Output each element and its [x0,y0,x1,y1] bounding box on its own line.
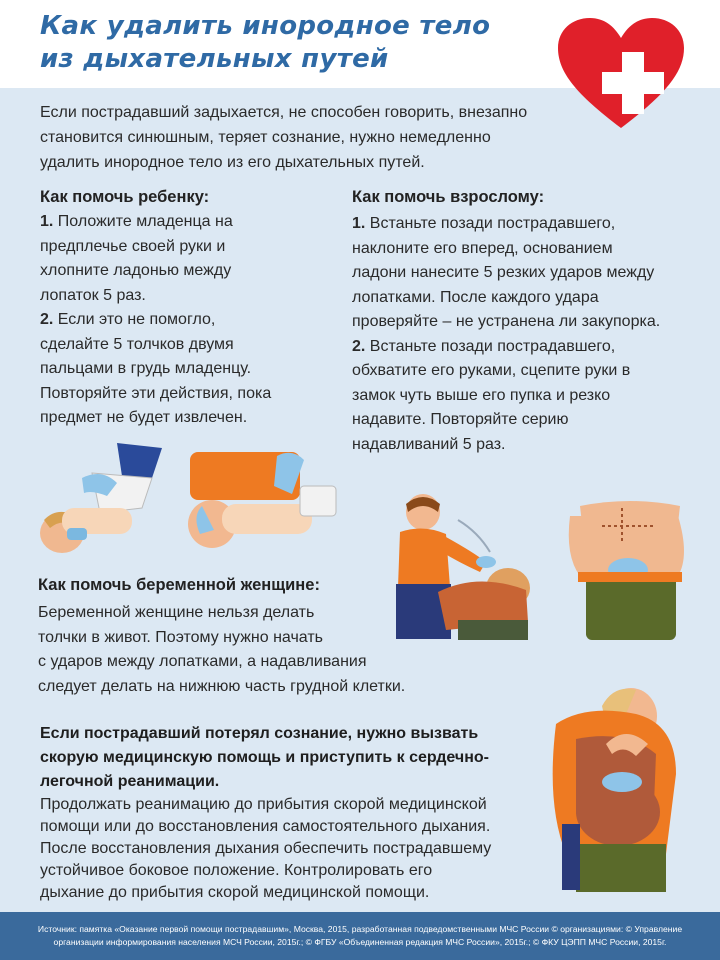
child-step1-line: хлопните ладонью между [40,262,232,279]
adult-step1-line: наклоните его вперед, основанием [352,239,613,257]
child-step1-line: Положите младенца на [57,213,233,230]
adult-step2-line: замок чуть выше его пупка и резко [352,386,611,404]
child-step2-line: Если это не помогло, [57,311,216,328]
title-line-1: Как удалить инородное тело [40,11,491,41]
unconscious-line: устойчивое боковое положение. Контролировать его [40,862,433,879]
child-steps [40,210,340,431]
source-footer [0,912,720,960]
child-step1-line: лопаток 5 раз. [40,286,146,304]
footer-line: Источник: памятка «Оказание первой помощи пострадавшим», Москва, 2015, разработанная подведомственными МЧС России © организациями: © Управление [37,924,683,934]
pregnant-line: с ударов между лопатками, а надавливания [38,653,367,670]
child-step1-line: предплечье своей руки и [40,237,226,255]
adult-step2-line: обхватите его руками, сцепите руки в [352,362,631,379]
infant-chest-thrusts-illustration [182,446,342,556]
intro-line: Если пострадавший задыхается, не способен говорить, внезапно [40,104,528,121]
adult-abdominal-thrusts-illustration [560,496,700,642]
unconscious-bold-line: Если пострадавший потерял сознание, нужно вызвать [40,725,479,742]
unconscious-warning [40,722,540,794]
adult-step1-line: проверяйте – не устранена ли закупорка. [352,313,661,330]
unconscious-line: После восстановления дыхания обеспечить пострадавшему [40,840,492,857]
unconscious-text [40,794,540,904]
heart-cross-icon [556,16,686,132]
pregnant-text [38,601,458,699]
pregnant-heading: Как помочь беременной женщине: [38,576,320,594]
intro-text [40,100,570,175]
adult-step1-line: Встаньте позади пострадавшего, [369,215,616,232]
child-step2-num: 2. [40,311,54,328]
title-line-2: из дыхательных путей [40,44,389,74]
child-step2-line: предмет не будет извлечен. [40,409,248,426]
page-title [40,10,490,76]
pregnant-chest-thrusts-illustration [536,684,686,894]
adult-step2-num: 2. [352,337,366,355]
pregnant-line: следует делать на нижнюю часть грудной клетки. [38,677,406,695]
adult-step1-num: 1. [352,215,366,232]
adult-heading: Как помочь взрослому: [352,188,545,206]
footer-line: организации информирования населения МСЧ России, 2015г.; © ФГБУ «Объединенная редакция МЧС России», 2015г.; © ФКУ ЦЭПП МЧС России, 2015г. [53,937,667,947]
child-step2-line: Повторяйте эти действия, пока [40,384,272,402]
unconscious-line: Продолжать реанимацию до прибытия скорой медицинской [40,796,487,813]
pregnant-line: Беременной женщине нельзя делать [38,604,315,621]
unconscious-line: дыхание до прибытия скорой медицинской помощи. [40,884,430,901]
adult-step1-line: ладони нанесите 5 резких ударов между [352,264,655,281]
adult-step1-line: лопатками. После каждого удара [352,288,599,306]
adult-steps [352,212,712,457]
intro-line: становится синюшным, теряет сознание, нужно немедленно [40,129,491,146]
adult-step2-line: надавите. Повторяйте серию [352,411,569,428]
unconscious-bold-line: скорую медицинскую помощь и приступить к сердечно- [40,749,489,766]
adult-step2-line: надавливаний 5 раз. [352,435,506,453]
child-step2-line: сделайте 5 толчков двумя [40,335,234,353]
intro-line: удалить инородное тело из его дыхательных путей. [40,154,425,171]
unconscious-line: помощи или до восстановления самостоятельного дыхания. [40,818,491,835]
unconscious-bold-line: легочной реанимации. [40,773,220,790]
child-heading: Как помочь ребенку: [40,188,210,206]
adult-step2-line: Встаньте позади пострадавшего, [369,337,616,355]
pregnant-line: толчки в живот. Поэтому нужно начать [38,628,324,646]
child-step1-num: 1. [40,213,54,230]
infant-back-blows-illustration [22,438,172,558]
child-step2-line: пальцами в грудь младенцу. [40,360,252,377]
